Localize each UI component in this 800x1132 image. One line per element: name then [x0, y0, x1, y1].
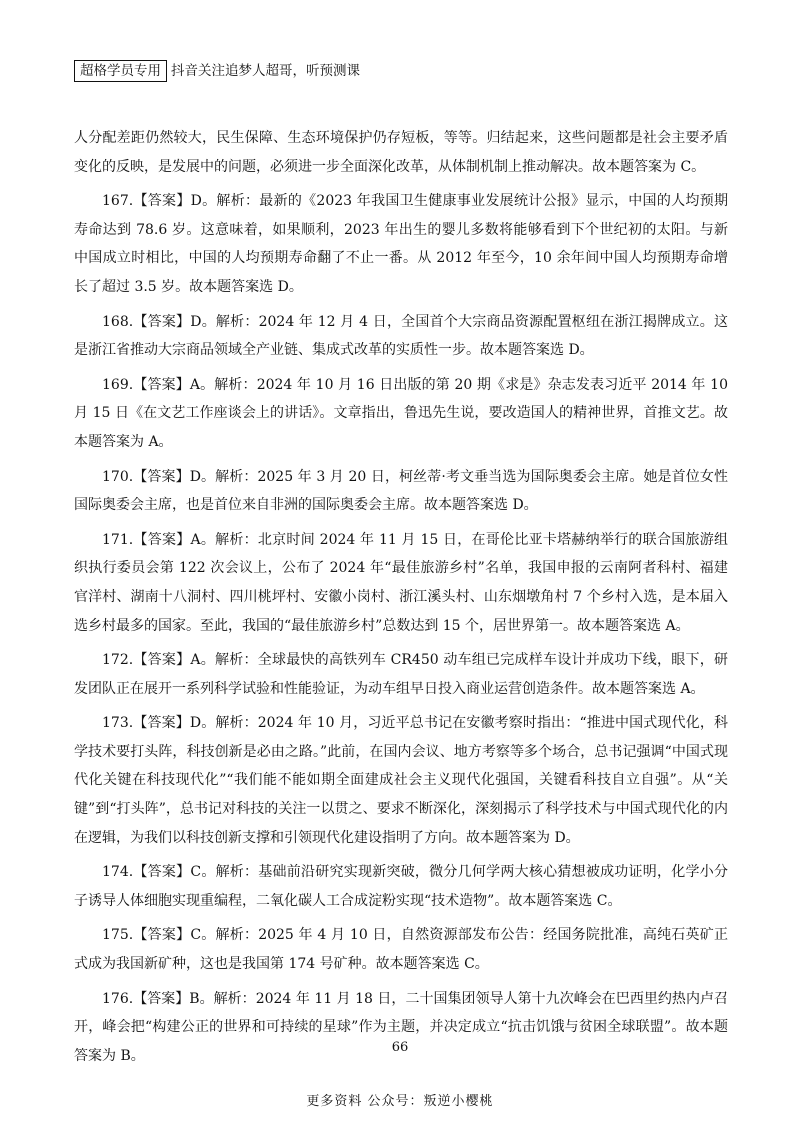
- answer-168: 168.【答案】D。解析：2024 年 12 月 4 日，全国首个大宗商品资源配置枢纽在浙江揭牌成立。这是浙江省推动大宗商品领域全产业链、集成式改革的实质性一步。故本题答案选 D。: [74, 313, 728, 359]
- page-footer: 更多资料 公众号：叛逆小樱桃: [306, 1094, 494, 1109]
- answer-169: 169.【答案】A。解析：2024 年 10 月 16 日出版的第 20 期《求是》杂志发表习近平 2014 年 10 月 15 日《在文艺工作座谈会上的讲话》。文章指出，鲁迅先生说，要改造国人的精神世界，首推文艺。故本题答案为 A。: [74, 376, 728, 450]
- answer-167: 167.【答案】D。解析：最新的《2023 年我国卫生健康事业发展统计公报》显示，中国的人均预期寿命达到 78.6 岁。这意味着，如果顺利，2023 年出生的婴儿多数将能够看到下个世纪初的太阳。与新中国成立时相比，中国的人均预期寿命翻了不止一番。从 2012 年至今，10 余年间中国人均预期寿命增长了超过 3.5 岁。故本题答案选 D。: [74, 193, 728, 295]
- answer-175: 175.【答案】C。解析：2025 年 4 月 10 日，自然资源部发布公告：经国务院批准，高纯石英矿正式成为我国新矿种，这也是我国第 174 号矿种。故本题答案选 C。: [74, 927, 728, 973]
- answer-176: 176.【答案】B。解析：2024 年 11 月 18 日，二十国集团领导人第十九次峰会在巴西里约热内卢召开，峰会把“构建公正的世界和可持续的星球”作为主题，并决定成立“抗击饥饿与贫困全球联盟”。故本题答案为 B。: [74, 990, 728, 1064]
- header-slogan: 抖音关注追梦人超哥，听预测课: [171, 63, 360, 79]
- continued-paragraph: 人分配差距仍然较大，民生保障、生态环境保护仍存短板，等等。归结起来，这些问题都是社会主要矛盾变化的反映，是发展中的问题，必须进一步全面深化改革，从体制机制上推动解决。故本题答案为 C。: [74, 130, 728, 175]
- answer-170: 170.【答案】D。解析：2025 年 3 月 20 日，柯丝蒂·考文垂当选为国际奥委会主席。她是首位女性国际奥委会主席，也是首位来自非洲的国际奥委会主席。故本题答案选 D。: [74, 468, 728, 514]
- answer-content: [74, 124, 728, 1076]
- answer-173: 173.【答案】D。解析：2024 年 10 月，习近平总书记在安徽考察时指出：“推进中国式现代化，科学技术要打头阵，科技创新是必由之路。”此前，在国内会议、地方考察等多个场合，总书记强调“中国式现代化关键在科技现代化”“我们能不能如期全面建成社会主义现代化强国，关键看科技自立自强”。从“关键”到“打头阵”，总书记对科技的关注一以贯之、要求不断深化，深刻揭示了科学技术与中国式现代化的内在逻辑，为我们以科技创新支撑和引领现代化建设指明了方向。故本题答案为 D。: [74, 715, 728, 846]
- page-header: [74, 60, 360, 82]
- answer-172: 172.【答案】A。解析：全球最快的高铁列车 CR450 动车组已完成样车设计并成功下线，眼下，研发团队正在展开一系列科学试验和性能验证，为动车组早日投入商业运营创造条件。故本题答案选 A。: [74, 652, 728, 697]
- answer-171: 171.【答案】A。解析：北京时间 2024 年 11 月 15 日，在哥伦比亚卡塔赫纳举行的联合国旅游组织执行委员会第 122 次会议上，公布了 2024 年“最佳旅游乡村”名单，我国申报的云南阿者科村、福建官洋村、湖南十八洞村、四川桃坪村、安徽小岗村、浙江溪头村、山东烟墩角村 7 个乡村入选，是本届入选乡村最多的国家。至此，我国的“最佳旅游乡村”总数达到 15 个，居世界第一。故本题答案选 A。: [74, 531, 728, 634]
- page-number: 66: [391, 1040, 409, 1055]
- member-badge: 超格学员专用: [74, 60, 167, 82]
- answer-174: 174.【答案】C。解析：基础前沿研究实现新突破，微分几何学两大核心猜想被成功证明，化学小分子诱导人体细胞实现重编程，二氧化碳人工合成淀粉实现“技术造物”。故本题答案选 C。: [74, 864, 728, 909]
